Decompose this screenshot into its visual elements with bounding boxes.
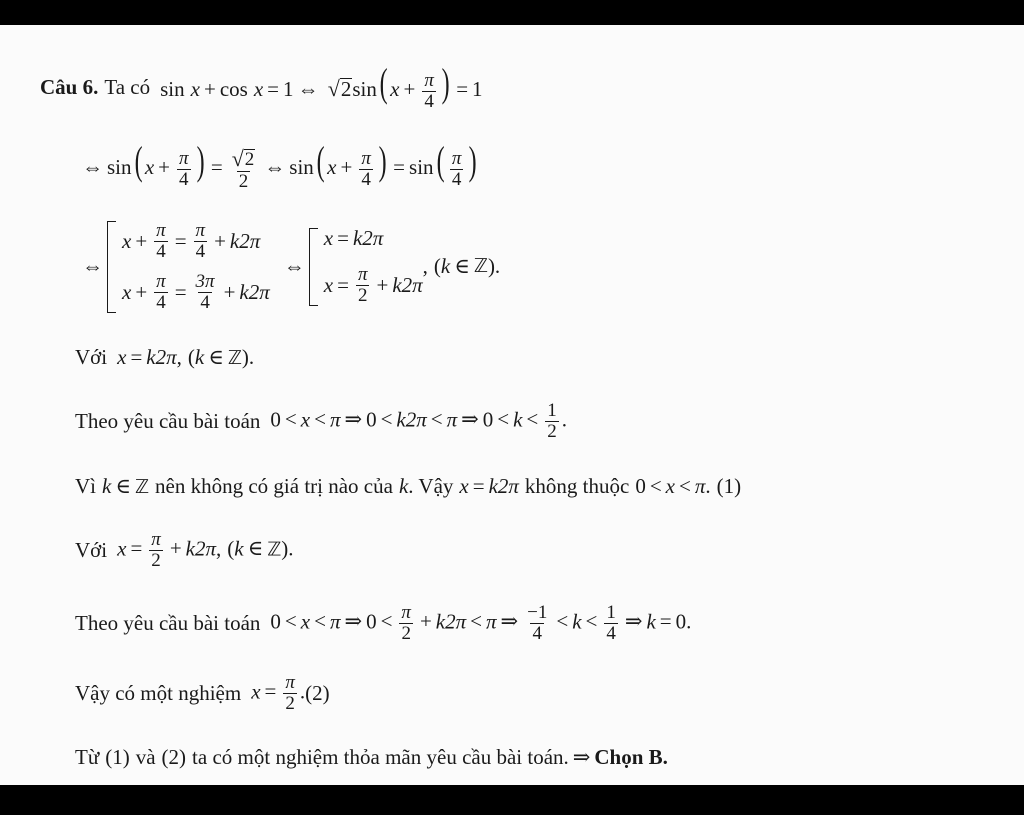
text-vi: Vì: [75, 474, 96, 498]
conclusion-text: ta có một nghiệm thỏa mãn yêu cầu bài toán.: [192, 745, 569, 769]
document-page: [0, 25, 1024, 785]
line-9: [75, 673, 330, 714]
line-7: [75, 530, 294, 571]
line-2: [78, 138, 480, 192]
tag-2: (2): [305, 680, 330, 705]
math-k-in-z: k ∈ ℤ: [102, 474, 150, 498]
math-case-1: x = k2π, (k ∈ ℤ).: [117, 345, 255, 369]
case-2-label: Với: [75, 537, 108, 562]
answer-label: Chọn B.: [594, 745, 668, 769]
math-x-k2pi: x = k2π: [459, 474, 519, 498]
case-1-label: Với: [75, 345, 108, 369]
requirement-text-1: Theo yêu cầu bài toán: [75, 408, 261, 433]
math-equation-3: ⇔ x + $\frac{\pi}{4}$ = $\frac{\pi}{4}$ + k2π x + $\frac{\pi}{4}$ = $\frac{3\pi}{4}$ + k2π ⇔ x = k2π x = $\frac{\pi}{2}$ + k2π , ( k ∈ ℤ ).: [82, 220, 501, 313]
math-case-2: x = $\frac{\pi}{2}$ + k2π, (k ∈ ℤ).: [117, 529, 294, 571]
text-va: và: [135, 745, 156, 769]
line-4: [75, 347, 254, 368]
requirement-text-2: Theo yêu cầu bài toán: [75, 610, 261, 635]
math-requirement-1: 0 < x < π ⇒ 0 < k2π < π ⇒ 0 < k < $\frac{1}{2}$ .: [270, 400, 568, 442]
math-requirement-2: 0 < x < π ⇒ 0 < $\frac{\pi}{2}$ + k2π < π ⇒ $\frac{-1}{4}$ < k < $\frac{1}{4}$ ⇒ k = 0.: [270, 602, 692, 644]
math-interval-1: 0 < x < π.: [635, 474, 711, 498]
one-solution-text: Vậy có một nghiệm: [75, 680, 242, 705]
text-tu: Từ: [75, 745, 100, 769]
math-equation-2: ⇔ sin( x + $\frac{\pi}{4}$ ) = √ 2 2 ⇔ sin( x + $\frac{\pi}{4}$ ) = sin( $\frac{\pi}{4}$ ): [82, 138, 478, 192]
line-5: [75, 401, 567, 442]
line-1: [40, 60, 483, 112]
text-not-belong: không thuộc: [524, 474, 630, 498]
text-vay: . Vậy: [408, 474, 454, 498]
tag-1: (1): [716, 474, 742, 498]
question-label: Câu 6.: [40, 74, 99, 99]
intro-text: Ta có: [104, 74, 151, 99]
line-3: [78, 221, 500, 313]
text-no-value: nên không có giá trị nào của: [155, 474, 393, 498]
line-8: [75, 603, 691, 644]
ref-tag-2: (2): [161, 745, 187, 769]
math-equation-1: sin x + cos x = 1 ⇔ √ 2 sin( x + $\frac{\pi}{4}$ ) = 1: [160, 60, 483, 112]
line-10: Từ (1) và (2) ta có một nghiệm thỏa mãn yêu cầu bài toán. ⇒ Chọn B.: [75, 745, 668, 769]
line-6: [75, 476, 741, 497]
math-k: k: [398, 474, 409, 498]
ref-tag-1: (1): [105, 745, 130, 769]
math-solution: x = $\frac{\pi}{2}$ .: [251, 672, 306, 714]
